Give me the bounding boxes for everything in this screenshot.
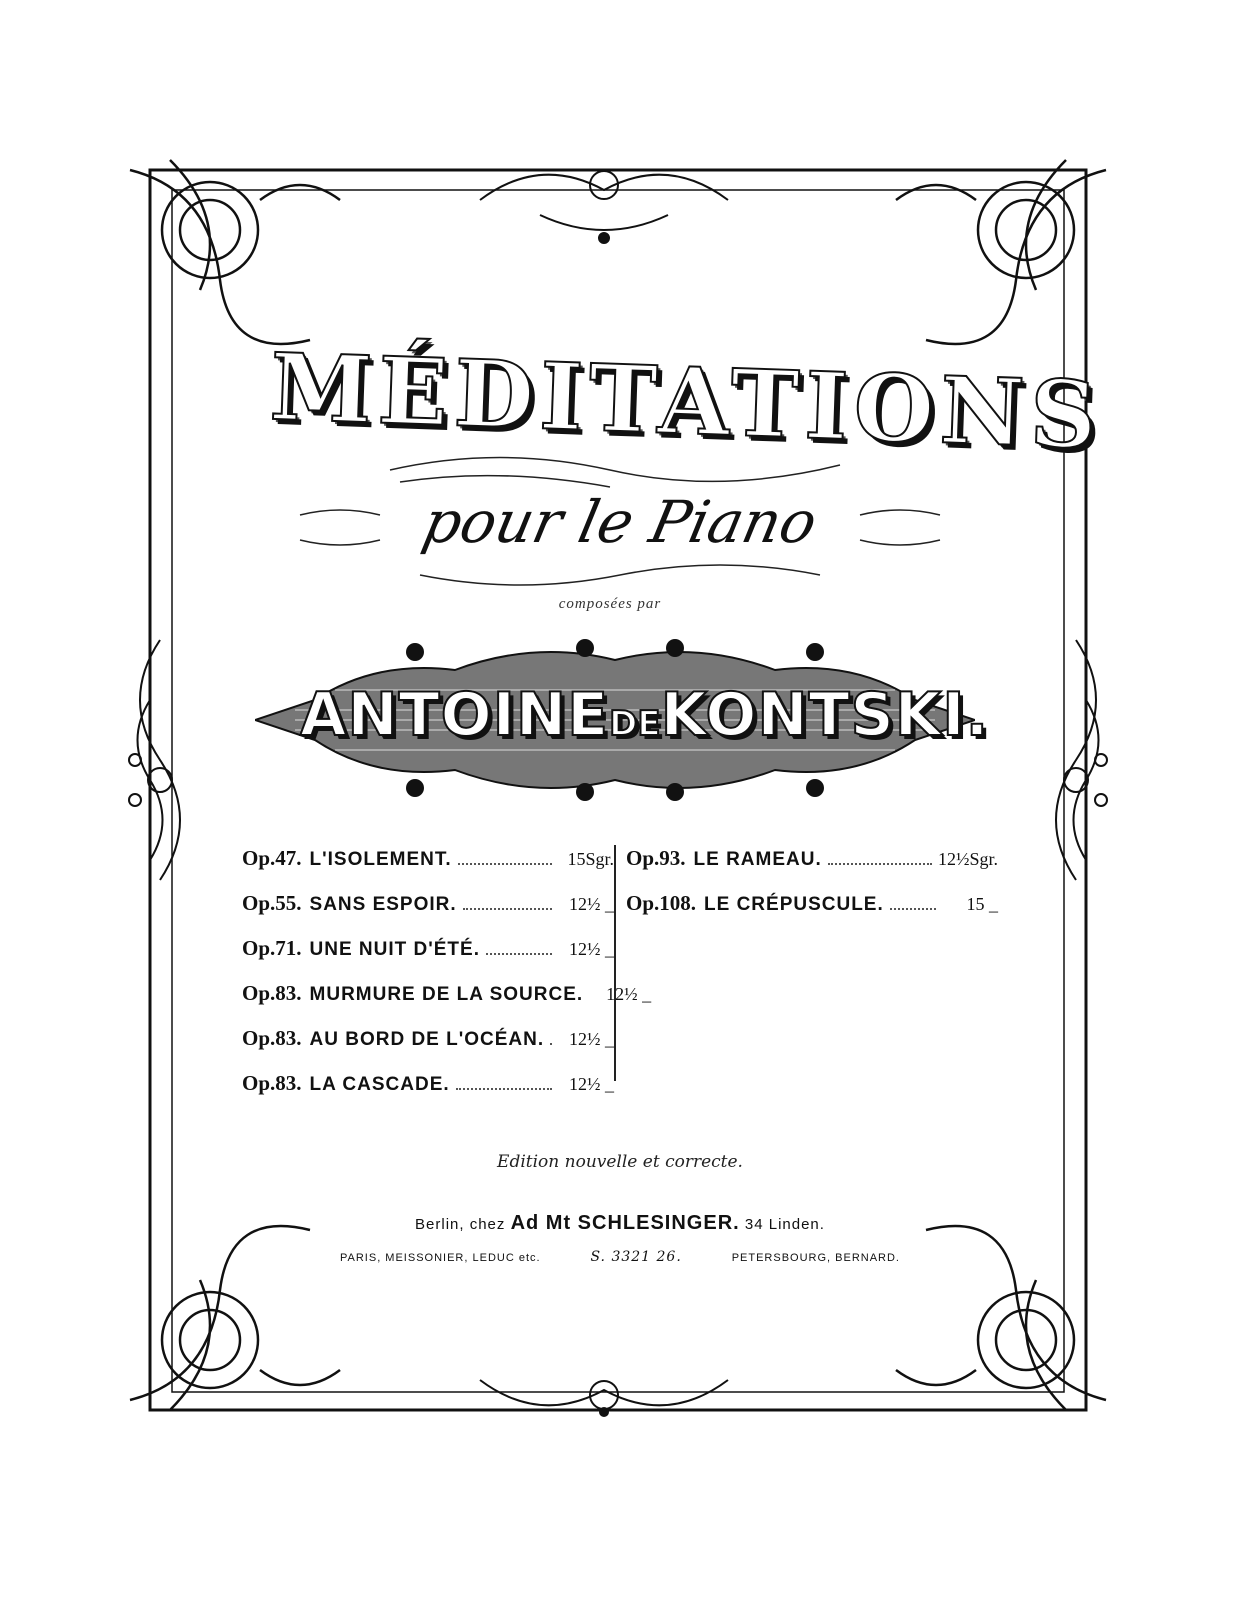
work-price: 15Sgr.	[567, 849, 614, 869]
opus-number: Op.55.	[242, 891, 302, 915]
composer-last-name: KONTSKI.	[660, 680, 990, 750]
agent-petersbourg: PETERSBOURG, BERNARD.	[731, 1252, 900, 1264]
leader-dots	[828, 851, 932, 865]
work-entry	[242, 936, 614, 981]
work-entry	[242, 846, 614, 891]
work-title: LE RAMEAU.	[693, 849, 822, 870]
work-entry	[242, 1071, 614, 1116]
leader-dots	[463, 896, 552, 910]
opus-number: Op.71.	[242, 936, 302, 960]
work-title: SANS ESPOIR.	[309, 894, 457, 915]
work-price: 12½ _	[569, 1029, 614, 1049]
opus-number: Op.108.	[626, 891, 697, 915]
work-entry	[242, 1026, 614, 1071]
work-entry	[242, 981, 652, 1026]
agents-line	[340, 1249, 900, 1265]
opus-number: Op.83.	[242, 1071, 302, 1095]
agent-paris: PARIS, MEISSONIER, LEDUC etc.	[340, 1252, 541, 1264]
work-entry	[242, 891, 614, 936]
top-left-corner-ornament	[130, 160, 340, 344]
leader-dots	[550, 1031, 552, 1045]
leader-dots	[456, 1076, 552, 1090]
publisher-name: Ad Mt SCHLESINGER.	[510, 1212, 740, 1234]
subtitle: pour le Piano	[417, 488, 823, 556]
opus-number: Op.93.	[626, 846, 686, 870]
composer-name	[300, 680, 990, 750]
opus-number: Op.83.	[242, 1026, 302, 1050]
by-line: composées par	[558, 596, 662, 612]
works-list-right	[626, 846, 998, 936]
edition-note: Edition nouvelle et correcte.	[497, 1152, 743, 1172]
work-entry	[626, 891, 998, 936]
work-price: 12½ _	[606, 984, 652, 1004]
bottom-right-corner-ornament	[896, 1226, 1106, 1410]
plate-number: S. 3321 26.	[590, 1249, 682, 1265]
work-title: L'ISOLEMENT.	[309, 849, 452, 870]
publisher-address: 34 Linden.	[744, 1216, 825, 1233]
opus-number: Op.83.	[242, 981, 302, 1005]
work-price: 12½ _	[569, 894, 614, 914]
leader-dots	[458, 851, 552, 865]
work-price: 15 _	[966, 894, 998, 914]
composer-particle: DE	[609, 704, 661, 744]
publisher-line	[330, 1212, 910, 1235]
work-title: LA CASCADE.	[309, 1074, 450, 1095]
column-divider	[614, 845, 616, 1081]
work-entry	[626, 846, 998, 891]
top-right-corner-ornament	[896, 160, 1106, 344]
leader-dots	[890, 896, 936, 910]
work-title: LE CRÉPUSCULE.	[704, 894, 884, 915]
bottom-left-corner-ornament	[130, 1226, 340, 1410]
work-title: AU BORD DE L'OCÉAN.	[309, 1029, 545, 1050]
work-title: UNE NUIT D'ÉTÉ.	[309, 939, 480, 960]
work-price: 12½Sgr.	[937, 849, 998, 869]
work-price: 12½ _	[569, 1074, 614, 1094]
top-center-ornament	[480, 171, 728, 243]
works-list-left	[242, 846, 652, 1116]
work-price: 12½ _	[569, 939, 614, 959]
page-title: MÉDITATIONS	[268, 332, 1105, 470]
publisher-prefix: Berlin, chez	[415, 1216, 506, 1233]
work-title: MURMURE DE LA SOURCE.	[309, 984, 584, 1005]
leader-dots	[486, 941, 552, 955]
composer-first-name: ANTOINE	[300, 680, 610, 750]
opus-number: Op.47.	[242, 846, 302, 870]
